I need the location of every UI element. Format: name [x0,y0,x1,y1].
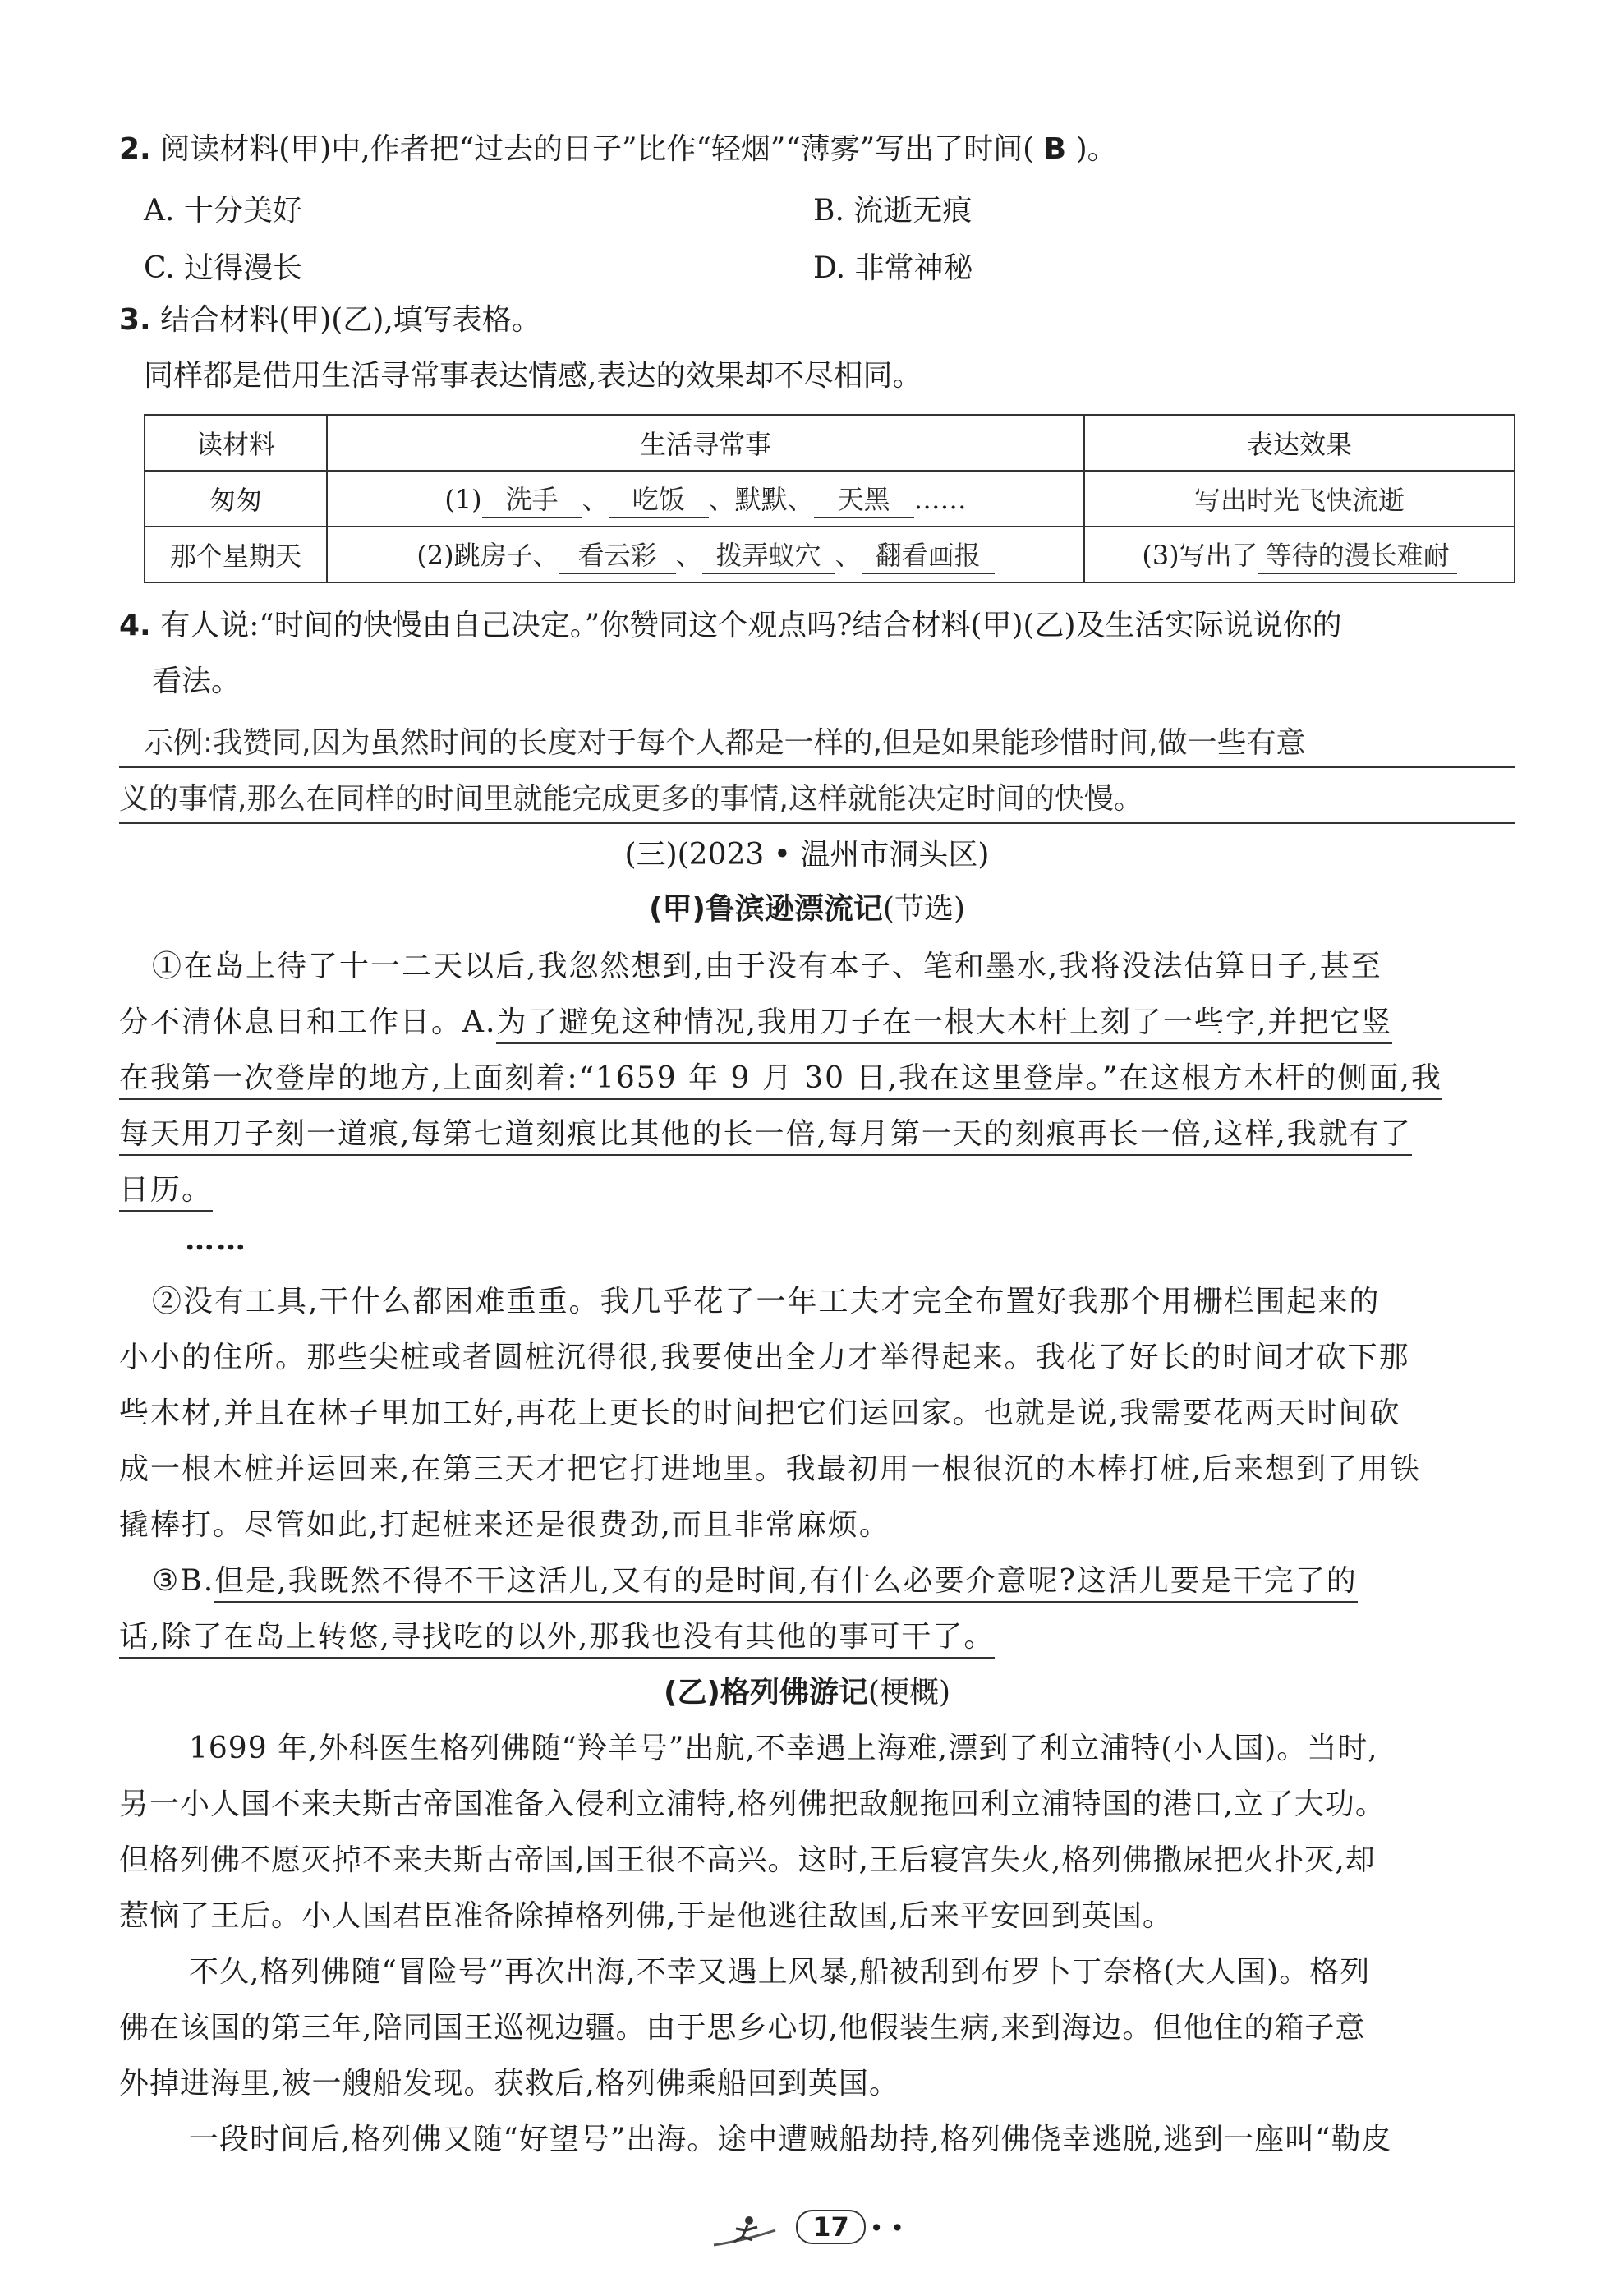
q4-text-cont: 看法。 [152,665,241,698]
passage-a-title-main: (甲)鲁滨逊漂流记 [648,892,883,926]
underlined-sentence: 在这根方木杆的侧面,我 [1119,1061,1442,1100]
table-cell-events [327,471,1084,527]
ellipsis: …… [185,1222,247,1257]
passage-a-text: 撬棒打。尽管如此,打起桩来还是很费劲,而且非常麻烦。 [119,1508,890,1542]
table-row [145,471,1515,527]
passage-a-text [152,1558,1548,1599]
runner-logo-icon [710,2212,784,2253]
table-header: 生活寻常事 [327,415,1084,471]
passage-a-text [119,1166,1515,1208]
answer-blank: 天黑 [814,479,914,518]
passage-a-text: ①在岛上待了十一二天以后,我忽然想到,由于没有本子、笔和墨水,我将没法估算日子,甚至 [152,950,1382,983]
passage-b-text: 但格列佛不愿灭掉不来夫斯古帝国,国王很不高兴。这时,王后寝宫失火,格列佛撒尿把火扑灭,却 [119,1843,1376,1877]
passage-a-title [0,886,1614,927]
q2-text-end: )。 [1075,132,1117,166]
table-cell-events [327,527,1084,582]
dots-icon: • • [869,2215,904,2242]
q4-text: 有人说:“时间的快慢由自己决定。”你赞同这个观点吗?结合材料(甲)(乙)及生活实际说说你的 [160,609,1342,642]
section-heading: (三)(2023 • 温州市洞头区) [624,838,990,872]
passage-b-text: 不久,格列佛随“冒险号”再次出海,不幸又遇上风暴,船被刮到布罗卜丁奈格(大人国)。格列 [189,1955,1371,1989]
q4-stem [119,608,1342,643]
q2-answer: B [1043,132,1067,166]
answer-blank: 洗手 [482,479,582,518]
underlined-sentence: 话,除了在岛上转悠,寻找吃的以外,那我也没有其他的事可干了。 [119,1620,995,1659]
q2-number: 2. [119,132,151,166]
passage-b-title-note: (梗概) [867,1676,950,1709]
q2-stem [119,131,1117,167]
answer-blank: 翻看画报 [862,535,995,574]
passage-b-text: 另一小人国不来夫斯古帝国准备入侵利立浦特,格列佛把敌舰拖回利立浦特国的港口,立了大功。 [119,1788,1386,1821]
q3-stem [119,302,541,338]
passage-b-text: 一段时间后,格列佛又随“好望号”出海。途中遭贼船劫持,格列佛侥幸逃脱,逃到一座叫“勒皮 [189,2123,1392,2156]
q2-option-a: A. 十分美好 [144,194,302,228]
table-cell-material: 匆匆 [145,471,327,527]
page-footer [0,2210,1614,2253]
passage-b-title-main: (乙)格列佛游记 [663,1676,868,1709]
table-cell-effect: 写出时光飞快流逝 [1084,471,1515,527]
effect-prefix: (3)写出了 [1142,540,1258,571]
underlined-sentence: 但是,我既然不得不干这活儿,又有的是时间,有什么必要介意呢?这活儿要是干完了的 [214,1564,1358,1603]
events-text: 、默默、 [708,484,814,515]
passage-a-text: 些木材,并且在林子里加工好,再花上更长的时间把它们运回家。也就是说,我需要花两天时间砍 [119,1396,1401,1430]
q3-table [144,414,1515,583]
q2-option-c: C. 过得漫长 [144,251,303,285]
events-separator: 、 [835,540,862,571]
events-prefix: (1) [444,484,482,515]
underlined-sentence: 每天用刀子刻一道痕,每第七道刻痕比其他的长一倍,每月第一天的刻痕再长一倍,这样,我就有了 [119,1117,1412,1156]
answer-blank: 看云彩 [559,535,676,574]
passage-b-text: 外掉进海里,被一艘船发现。获救后,格列佛乘船回到英国。 [119,2067,899,2100]
table-cell-material: 那个星期天 [145,527,327,582]
q4-answer-line: 示例:我赞同,因为虽然时间的长度对于每个人都是一样的,但是如果能珍惜时间,做一些有意 [119,720,1515,768]
q4-number: 4. [119,609,151,642]
underlined-sentence: 在我第一次登岸的地方,上面刻着:“1659 年 9 月 30 日,我在这里登岸。” [119,1061,1119,1100]
table-cell-effect [1084,527,1515,582]
table-row [145,527,1515,582]
q3-text: 结合材料(甲)(乙),填写表格。 [160,303,541,337]
passage-a-text [119,1055,1515,1097]
q2-option-b: B. 流逝无痕 [813,194,973,228]
table-header-row [145,415,1515,471]
events-separator: 、 [582,484,609,515]
q3-number: 3. [119,303,151,337]
events-prefix: (2)跳房子、 [416,540,559,571]
passage-b-text: 惹恼了王后。小人国君臣准备除掉格列佛,于是他逃往敌国,后来平安回到英国。 [119,1899,1173,1933]
passage-a-text: 成一根木桩并运回来,在第三天才把它打进地里。我最初用一根很沉的木棒打桩,后来想到了用铁 [119,1452,1421,1486]
passage-a-text [119,1111,1515,1153]
passage-a-title-note: (节选) [882,892,965,926]
answer-blank: 等待的漫长难耐 [1258,535,1457,574]
q4-answer-line: 义的事情,那么在同样的时间里就能完成更多的事情,这样就能决定时间的快慢。 [119,775,1515,824]
events-suffix: …… [913,484,967,515]
answer-blank: 吃饭 [609,479,709,518]
table-header: 读材料 [145,415,327,471]
events-separator: 、 [675,540,702,571]
underlined-sentence: 为了避免这种情况,我用刀子在一根大木杆上刻了一些字,并把它竖 [496,1005,1392,1044]
passage-a-text [119,1613,1515,1655]
answer-blank: 拨弄蚁穴 [702,535,835,574]
table-header: 表达效果 [1084,415,1515,471]
underlined-sentence: 日历。 [119,1173,213,1212]
q2-option-d: D. 非常神秘 [813,251,973,285]
passage-a-text: ②没有工具,干什么都困难重重。我几乎花了一年工夫才完全布置好我那个用栅栏围起来的 [152,1285,1381,1318]
passage-a-text [119,999,1515,1041]
passage-a-text-plain: ③B. [152,1564,215,1598]
passage-b-title [0,1669,1614,1711]
q2-text: 阅读材料(甲)中,作者把“过去的日子”比作“轻烟”“薄雾”写出了时间( [160,132,1035,166]
passage-b-text: 1699 年,外科医生格列佛随“羚羊号”出航,不幸遇上海难,漂到了利立浦特(小人国)。当时, [189,1732,1378,1765]
passage-b-text: 佛在该国的第三年,陪同国王巡视边疆。由于思乡心切,他假装生病,来到海边。但他住的箱子意 [119,2011,1366,2045]
page-number: 17 [796,2210,866,2244]
passage-a-text-plain: 分不清休息日和工作日。A. [119,1005,497,1039]
q3-intro: 同样都是借用生活寻常事表达情感,表达的效果却不尽相同。 [144,359,922,393]
passage-a-text: 小小的住所。那些尖桩或者圆桩沉得很,我要使出全力才举得起来。我花了好长的时间才砍下那 [119,1341,1410,1374]
